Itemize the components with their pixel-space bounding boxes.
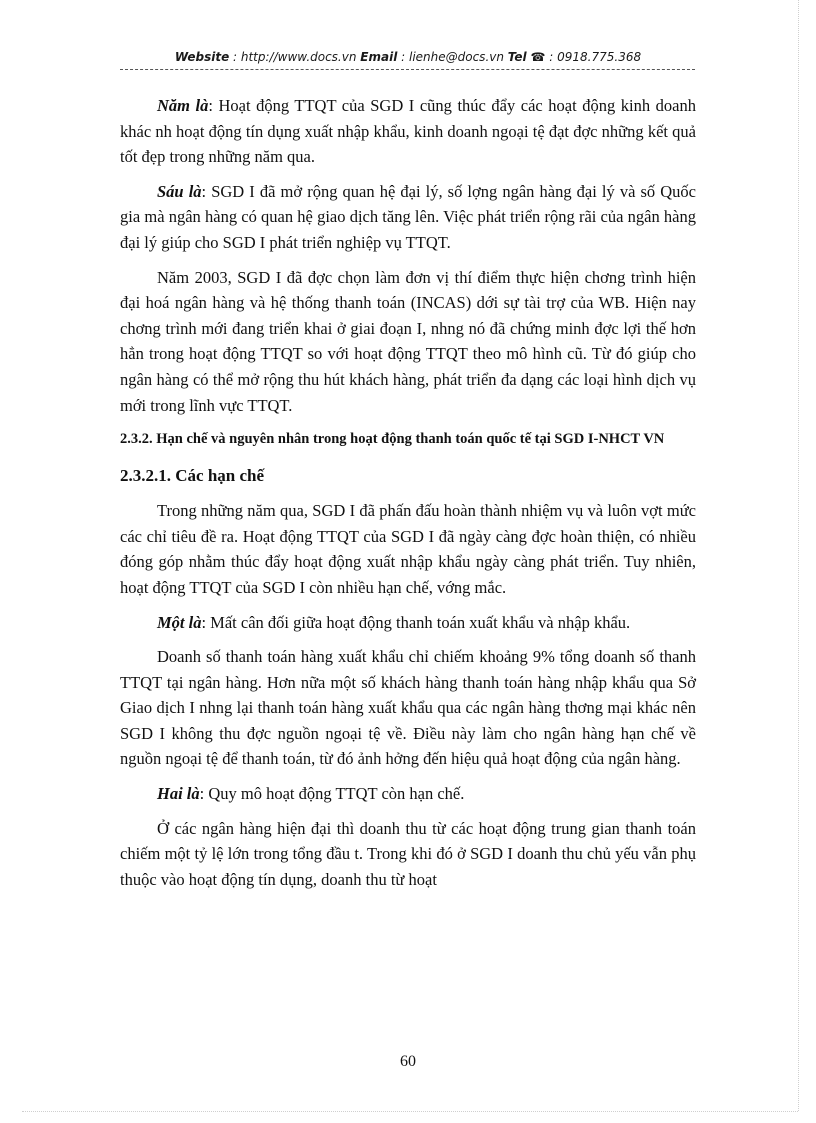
paragraph-lead: Hai là [157, 784, 200, 804]
paragraph-text: Ở các ngân hàng hiện đại thì doanh thu từ các hoạt động trung gian thanh toán chiếm một tỷ lệ lớn trong tổng đầu t. Trong khi đó ở SGD I doanh thu chủ yếu vẫn phụ thuộc vào hoạt động tín dụng, doanh thu từ hoạt [120, 818, 696, 889]
paragraph [120, 93, 696, 170]
header-email-label: Email [360, 50, 398, 64]
header-website-label: Website [174, 50, 230, 64]
paragraph [120, 816, 696, 893]
paragraph-text: Trong những năm qua, SGD I đã phấn đấu hoàn thành nhiệm vụ và luôn vợt mức các chỉ tiêu đề ra. Hoạt động TTQT của SGD I đã ngày càng đợc hoàn thiện, có nhiều đóng góp nhằm thúc đẩy hoạt động xuất nhập khẩu ngày càng phát triển. Tuy nhiên, hoạt động TTQT của SGD I còn nhiều hạn chế, vớng mắc. [120, 501, 696, 597]
page-content [120, 93, 696, 901]
paragraph [120, 644, 696, 772]
page-bottom-border [22, 1111, 798, 1112]
paragraph-text: : SGD I đã mở rộng quan hệ đại lý, số lợng ngân hàng đại lý và số Quốc gia mà ngân hàng có quan hệ giao dịch tăng lên. Việc phát triển rộng rãi của ngân hàng đại lý giúp cho SGD I phát triển nghiệp vụ TTQT. [120, 181, 696, 252]
header-tel-label: Tel [507, 50, 527, 64]
page-number: 60 [400, 1053, 416, 1070]
paragraph [120, 498, 696, 600]
paragraph [120, 781, 696, 807]
paragraph-lead: Sáu là [157, 181, 202, 201]
page-header [120, 50, 696, 64]
phone-icon: ☎ [530, 50, 546, 64]
paragraph-lead: Một là [157, 612, 202, 632]
paragraph-lead: Năm là [157, 96, 209, 115]
paragraph [120, 179, 696, 256]
paragraph-text: : Quy mô hoạt động TTQT còn hạn chế. [199, 784, 465, 804]
paragraph-text: : Hoạt động TTQT của SGD I cũng thúc đẩy các hoạt động kinh doanh khác nh hoạt động tín dụng xuất nhập khẩu, kinh doanh ngoại tệ đạt đợc những kết quả tốt đẹp trong những năm qua. [120, 96, 696, 167]
header-website-value[interactable]: : http://www.docs.vn [229, 50, 361, 64]
paragraph-text: Năm 2003, SGD I đã đợc chọn làm đơn vị thí điểm thực hiện chơng trình hiện đại hoá ngân hàng và hệ thống thanh toán (INCAS) dới sự tài trợ của WB. Hiện nay chơng trình mới đang triển khai ở giai đoạn I, nhng nó đã chứng minh đợc lợi thế hơn hẳn trong hoạt động TTQT so với hoạt động TTQT theo mô hình cũ. Từ đó giúp cho ngân hàng có thể mở rộng thu hút khách hàng, phát triển đa dạng các loại hình dịch vụ mới trong lĩnh vực TTQT. [120, 267, 696, 415]
section-heading: 2.3.2. Hạn chế và nguyên nhân trong hoạt động thanh toán quốc tế tại SGD I-NHCT VN [120, 431, 665, 448]
paragraph-text: : Mất cân đối giữa hoạt động thanh toán xuất khẩu và nhập khẩu. [201, 612, 631, 632]
header-divider [120, 69, 695, 70]
paragraph [120, 265, 696, 419]
header-email-value[interactable]: : lienhe@docs.vn [397, 50, 508, 64]
paragraph-text: Doanh số thanh toán hàng xuất khẩu chỉ chiếm khoảng 9% tổng doanh số thanh TTQT tại ngân hàng. Hơn nữa một số khách hàng thanh toán hàng nhập khẩu qua Sở Giao dịch I nhng lại thanh toán hàng xuất khẩu qua các ngân hàng thơng mại khác nên SGD I không thu đợc nguồn ngoại tệ về. Điều này làm cho ngân hàng hạn chế về nguồn ngoại tệ để thanh toán, từ đó ảnh hởng đến hiệu quả hoạt động của ngân hàng. [120, 647, 696, 769]
header-tel-value: : 0918.775.368 [545, 50, 642, 64]
page-right-border [798, 0, 799, 1111]
subsection-heading: 2.3.2.1. Các hạn chế [120, 466, 265, 486]
paragraph [120, 610, 696, 636]
